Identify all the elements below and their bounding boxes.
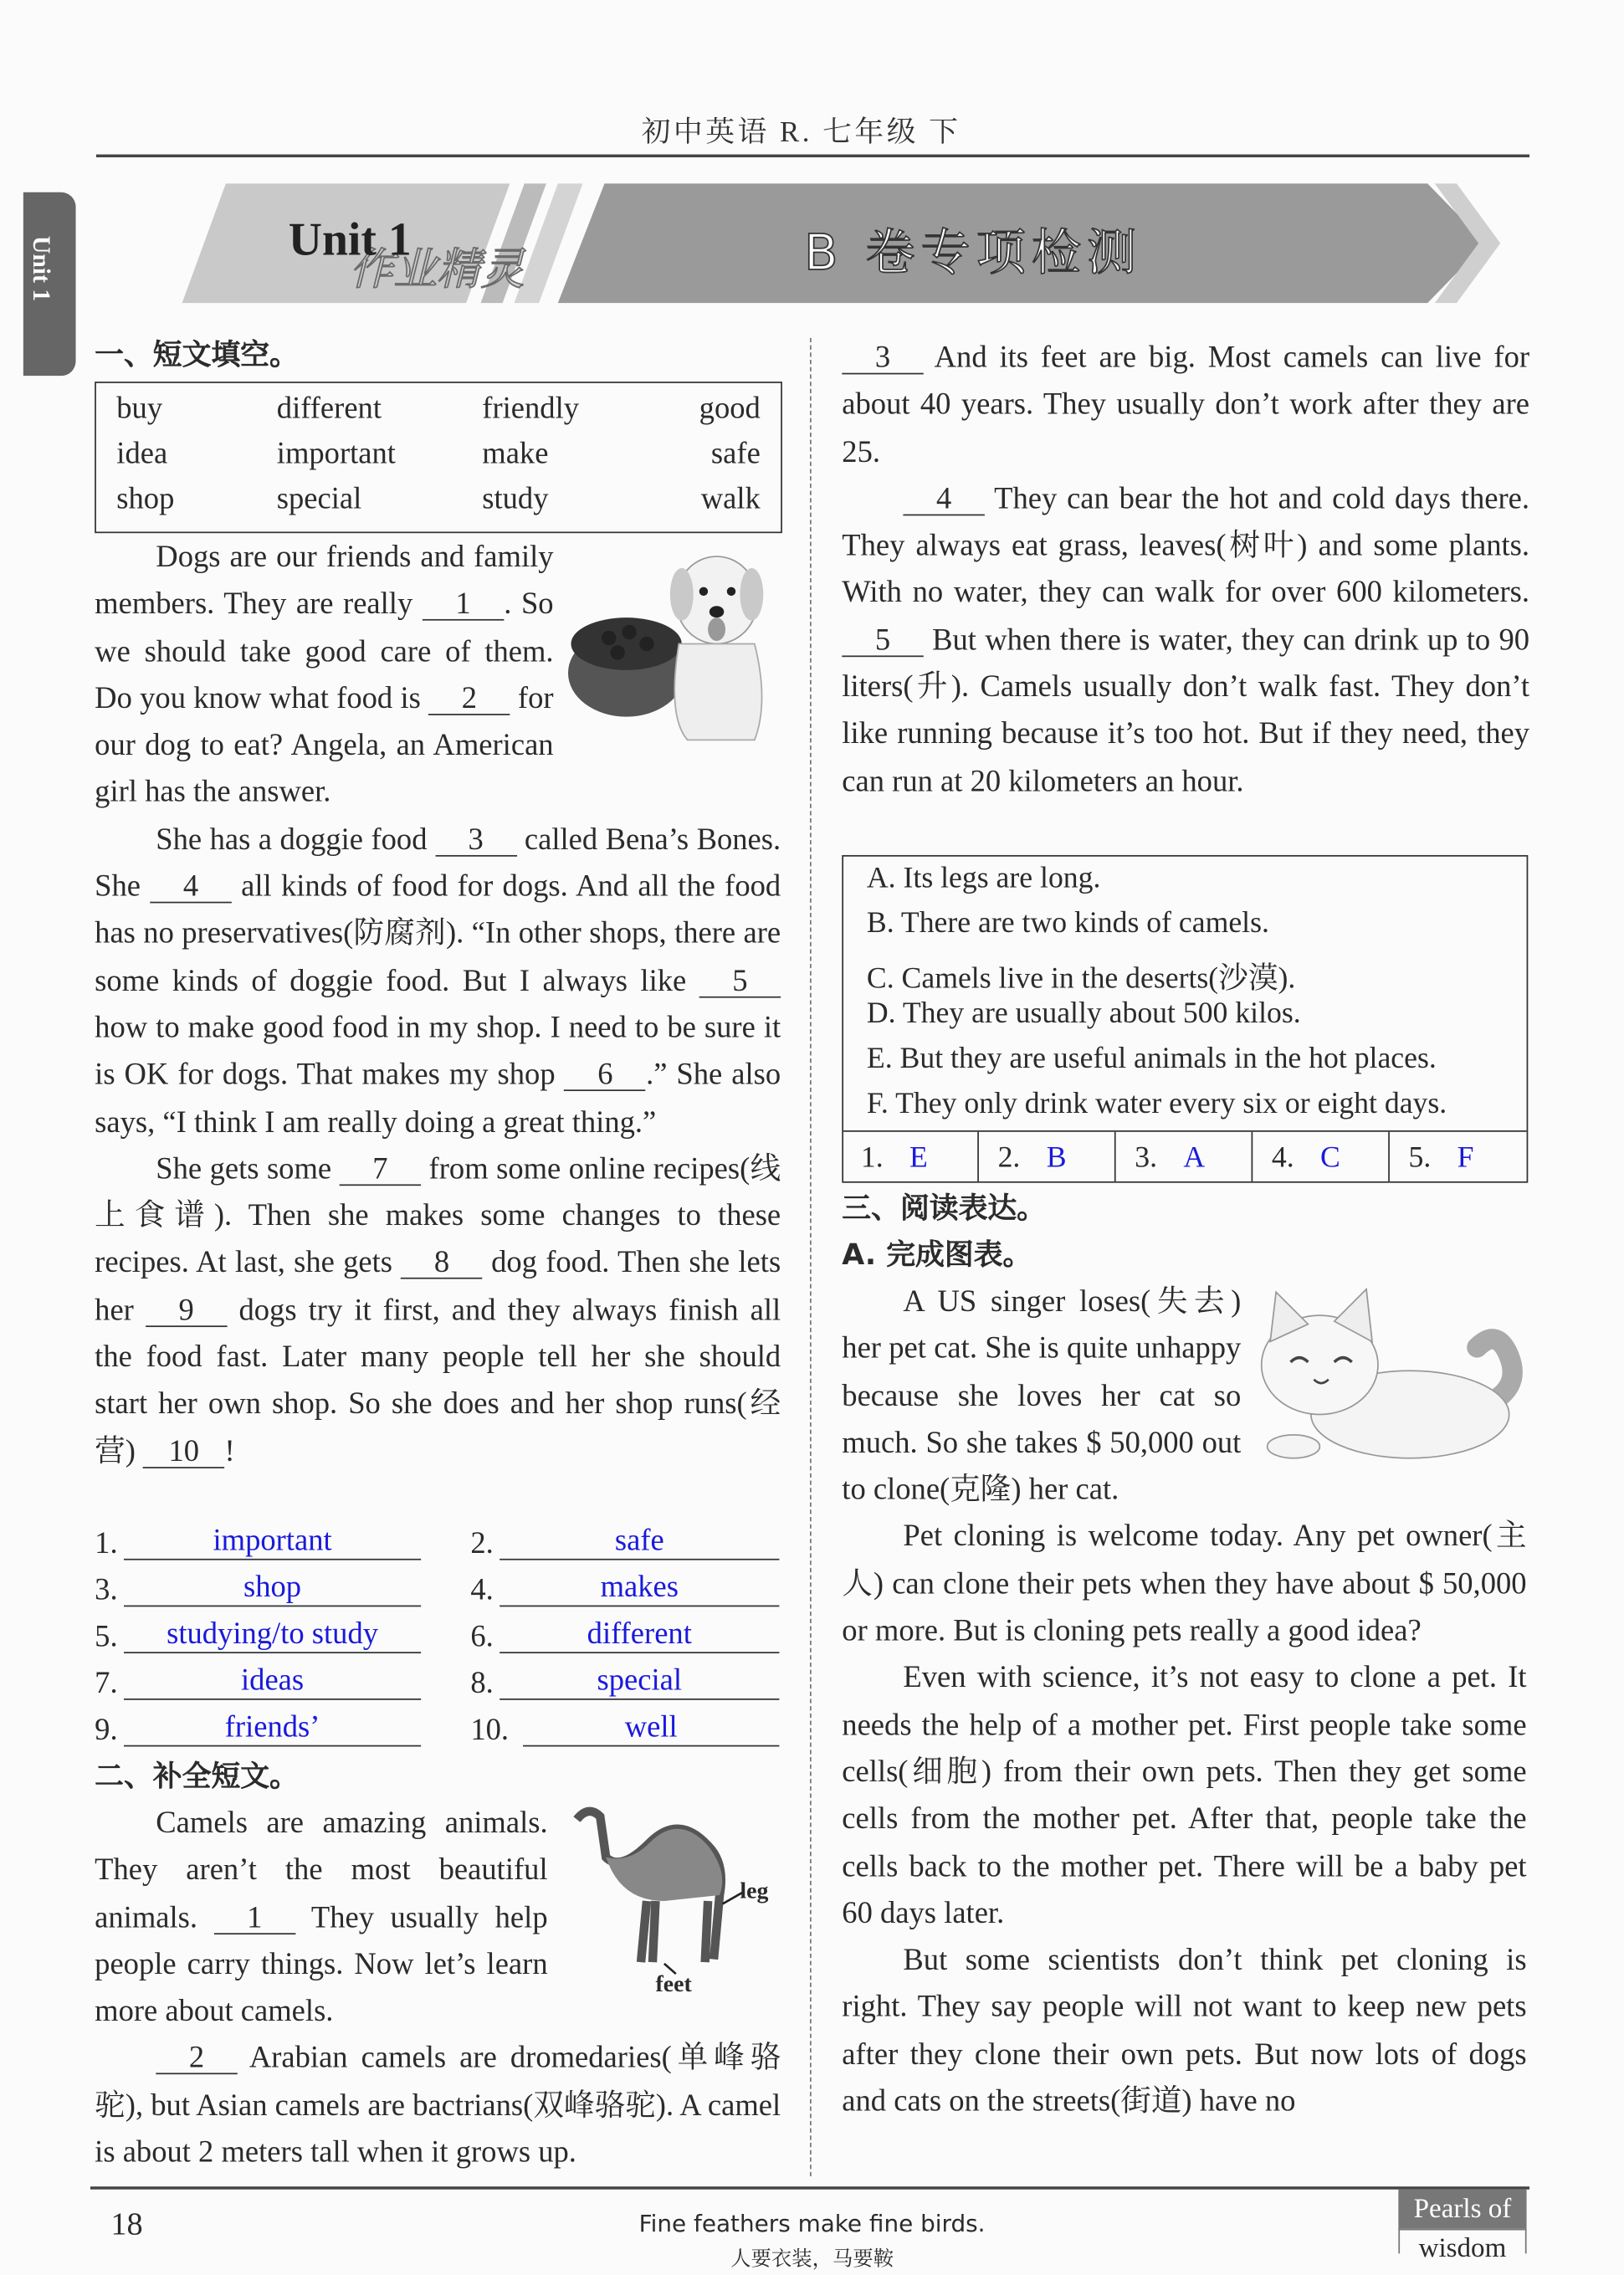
word-bank-word: idea (116, 435, 168, 471)
text: dog food. Then she lets her (95, 1244, 781, 1327)
blank-10: 10 (143, 1434, 224, 1468)
answer-line (470, 1565, 779, 1608)
text: ! (224, 1432, 235, 1468)
answer-number: 2. (470, 1524, 494, 1560)
section3-passage (842, 1278, 1526, 2124)
word-bank-word: friendly (482, 390, 580, 426)
page-number: 18 (110, 2205, 143, 2242)
word-bank-word: different (276, 390, 382, 426)
header-rule (96, 155, 1529, 157)
answer-line (470, 1704, 779, 1748)
answer-number: 2. (997, 1141, 1021, 1175)
answer-value: A (1183, 1141, 1206, 1175)
answer-number: 9. (95, 1711, 118, 1747)
text: from some online recipes(线上食谱). Then she makes some changes to these recipes. At last, she gets (95, 1150, 781, 1280)
column-divider (810, 338, 812, 2176)
text: But when there is water, they can drink up to 90 liters(升). Camels usually don’t walk fast. They don’t like running because it’s too hot. But if they need, they can run at 20 kilometers an hour. (842, 622, 1530, 798)
answer-number: 8. (470, 1664, 494, 1700)
camel-image (562, 1799, 781, 2003)
blank-9: 9 (146, 1294, 227, 1327)
text: She gets some (156, 1150, 340, 1186)
wisdom-badge-top: Pearls of (1398, 2190, 1526, 2229)
option-F: F. They only drink water every six or eight days. (866, 1088, 1447, 1120)
section3-heading: 三、阅读表达。 (842, 1190, 1047, 1226)
paragraph (95, 2034, 781, 2175)
answer-value: different (499, 1616, 779, 1653)
text: A US singer loses(失去) her pet cat. She is quite unhappy because she loves her cat so much. So she takes $ 50,000 out to clone(克隆) her cat. (842, 1283, 1242, 1507)
word-bank-word: safe (710, 435, 761, 471)
section3-subheading: A. 完成图表。 (842, 1237, 1032, 1272)
word-bank-word: important (276, 435, 396, 471)
blank-5: 5 (699, 964, 781, 997)
word-bank-word: special (276, 480, 362, 516)
answer-value: safe (499, 1522, 779, 1560)
text: And its feet are big. Most camels can live for about 40 years. They usually don’t work after they are 25. (842, 339, 1530, 469)
option-A: A. Its legs are long. (866, 862, 1101, 894)
text: called Bena’s Bones. She (95, 821, 781, 904)
text: But some scientists don’t think pet cloning is right. They say people will not want to keep new pets after they clone their own pets. But now lots of dogs and cats on the streets(街道) have no (842, 1942, 1527, 2119)
watermark: 作业精灵 (349, 244, 525, 296)
section1-passage (95, 533, 781, 1474)
answer-value: special (499, 1662, 779, 1699)
text: She has a doggie food (156, 821, 435, 857)
blank-2: 2 (156, 2042, 237, 2075)
proverb-chinese: 人要衣装，马要鞍 (730, 2247, 894, 2272)
answer-number: 1. (860, 1141, 884, 1175)
cat-image (1250, 1284, 1527, 1470)
paragraph (842, 1654, 1526, 1936)
feet-label: feet (655, 1972, 692, 1997)
word-bank-word: walk (700, 480, 761, 516)
text: Camels are amazing animals. They aren’t the most beautiful animals. (95, 1805, 548, 1934)
option-E: E. But they are useful animals in the hot places. (866, 1043, 1437, 1075)
word-bank-word: buy (116, 390, 163, 426)
blank-3: 3 (842, 341, 923, 374)
blank-4: 4 (903, 482, 984, 515)
text: Pet cloning is welcome today. Any pet owner(主人) can clone their pets when they have about $ 50,000 or more. But is cloning pets really a good idea? (842, 1518, 1527, 1648)
word-bank-word: shop (116, 480, 175, 516)
answer-cell (843, 1132, 979, 1181)
answer-line (95, 1704, 421, 1748)
blank-1: 1 (423, 587, 504, 621)
text: dogs try it first, and they always finish all the food fast. Later many people tell her she should start her own shop. So she does and her shop runs(经营) (95, 1291, 781, 1468)
paragraph (95, 816, 781, 1145)
answer-value: important (124, 1522, 421, 1560)
answer-number: 4. (470, 1571, 494, 1607)
paragraph (842, 474, 1529, 804)
option-D: D. They are usually about 500 kilos. (866, 997, 1301, 1030)
blank-8: 8 (401, 1246, 482, 1279)
answer-value: shop (124, 1569, 421, 1606)
answer-number: 7. (95, 1664, 118, 1700)
text: how to make good food in my shop. I need to be sure it is OK for dogs. That makes my shop (95, 1009, 781, 1092)
text: They usually help people carry things. Now let’s learn more about camels. (95, 1898, 548, 2028)
dog-food-image (566, 542, 781, 743)
banner-title: B 卷专项检测 (804, 224, 1143, 283)
answer-number: 5. (95, 1618, 118, 1654)
answer-number: 5. (1408, 1141, 1432, 1175)
answer-line (95, 1565, 421, 1608)
blank-6: 6 (565, 1058, 646, 1091)
text: .” She also says, “I think I am really doing a great thing.” (95, 1056, 781, 1139)
blank-2: 2 (428, 682, 510, 715)
answer-cell (981, 1132, 1116, 1181)
word-bank-word: good (699, 390, 761, 426)
word-bank-word: study (482, 480, 549, 516)
answer-number: 6. (470, 1618, 494, 1654)
answer-value: F (1457, 1141, 1474, 1175)
answer-cell (1117, 1132, 1253, 1181)
section1-heading: 一、短文填空。 (95, 336, 299, 371)
answer-line (95, 1611, 421, 1655)
proverb: Fine feathers make fine birds. (638, 2210, 986, 2238)
text: Arabian camels are dromedaries(单峰骆驼), but Asian camels are bactrians(双峰骆驼). A camel is about 2 meters tall when it grows up. (95, 2040, 781, 2170)
wisdom-badge-bottom: wisdom (1398, 2229, 1526, 2254)
answer-line (95, 1518, 421, 1561)
section2-heading: 二、补全短文。 (95, 1758, 299, 1794)
answer-line (470, 1658, 779, 1701)
answer-line (470, 1611, 779, 1655)
leg-label: leg (740, 1878, 769, 1904)
text: all kinds of food for dogs. And all the food has no preservatives(防腐剂). “In other shops, there are some kinds of doggie food. But I always like (95, 868, 781, 998)
answer-value: ideas (124, 1662, 421, 1699)
word-bank (95, 382, 782, 533)
unit-label: Unit 1 (288, 213, 412, 265)
paragraph (842, 334, 1529, 475)
footer-rule (90, 2186, 1529, 2189)
side-tab: Unit 1 (23, 192, 76, 376)
answer-value: makes (499, 1569, 779, 1606)
text: Even with science, it’s not easy to clone a pet. It needs the help of a mother pet. First people take some cells(细胞) from their own pets. Then they get some cells from the mother pet. After that, people take the cells back to the mother pet. There will be a baby pet 60 days later. (842, 1659, 1527, 1930)
options-box (842, 855, 1528, 1183)
answer-number: 10. (470, 1711, 510, 1747)
running-header: 初中英语 R. 七年级 下 (641, 116, 961, 149)
paragraph (842, 1936, 1526, 2124)
answer-line (95, 1658, 421, 1701)
option-B: B. There are two kinds of camels. (866, 907, 1269, 940)
answer-number: 1. (95, 1524, 118, 1560)
answer-number: 4. (1271, 1141, 1294, 1175)
answer-line (470, 1518, 779, 1561)
text: Dogs are our friends and family members. They are really (95, 539, 554, 622)
answer-value: E (909, 1141, 928, 1175)
answer-value: friends’ (124, 1709, 421, 1746)
section2-passage-left (95, 1799, 781, 2175)
word-bank-word: make (482, 435, 549, 471)
answer-value: B (1046, 1141, 1067, 1175)
answer-cell (1254, 1132, 1390, 1181)
blank-1: 1 (214, 1900, 295, 1934)
text: They can bear the hot and cold days there. They always eat grass, leaves(树叶) and some plants. With no water, they can walk for over 600 kilometers. (842, 480, 1530, 610)
blank-7: 7 (340, 1152, 421, 1186)
section2-passage-right (842, 334, 1529, 804)
blank-5: 5 (842, 623, 923, 657)
text: for our dog to eat? Angela, an American girl has the answer. (95, 679, 554, 810)
paragraph (842, 1513, 1526, 1654)
answer-value: well (523, 1709, 779, 1746)
text: . So we should take good care of them. Do you know what food is (95, 586, 554, 715)
answer-value: C (1319, 1141, 1340, 1175)
blank-3: 3 (435, 822, 516, 856)
answer-number: 3. (95, 1571, 118, 1607)
blank-4: 4 (150, 870, 231, 904)
answer-value: studying/to study (124, 1616, 421, 1653)
answer-number: 3. (1135, 1141, 1158, 1175)
answer-cell (1391, 1132, 1529, 1181)
paragraph (95, 1145, 781, 1474)
option-C: C. Camels live in the deserts(沙漠). (866, 962, 1296, 996)
